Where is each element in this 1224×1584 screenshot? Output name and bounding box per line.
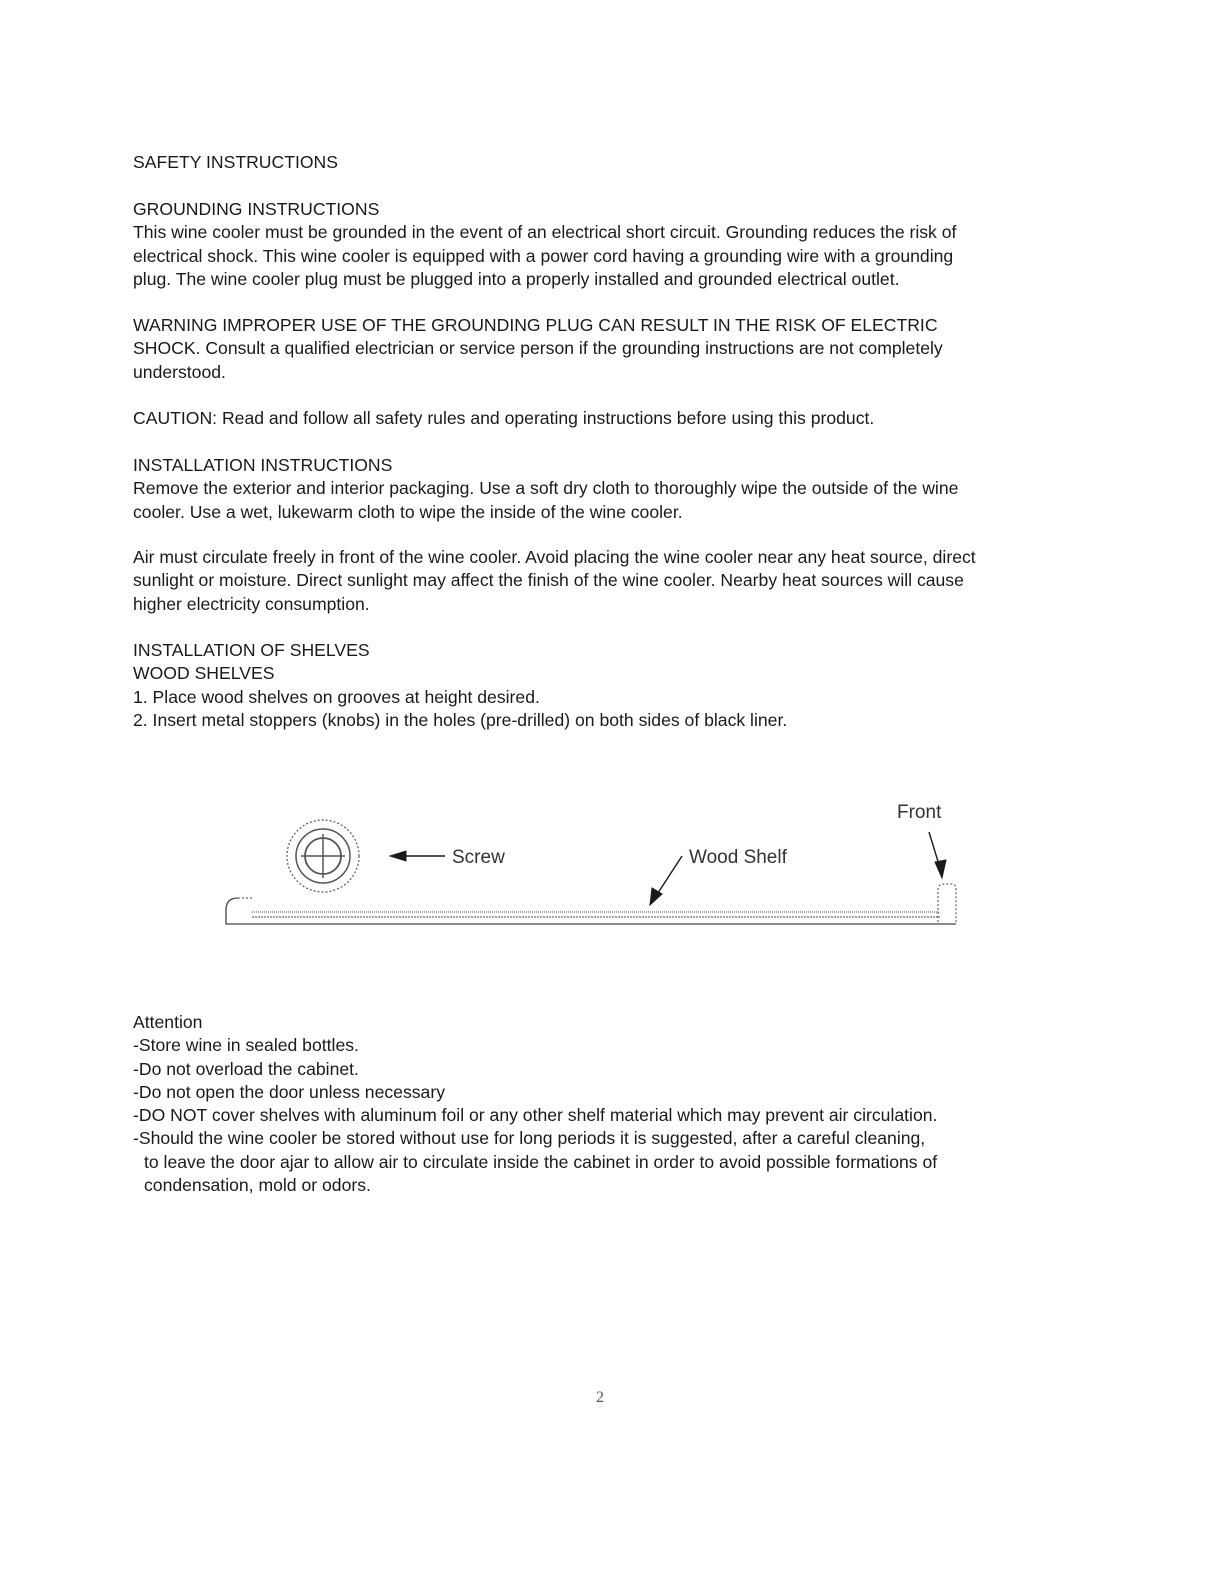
shelves-step: 1. Place wood shelves on grooves at height desired. — [133, 686, 540, 707]
shelves-step: 2. Insert metal stoppers (knobs) in the holes (pre-drilled) on both sides of black liner. — [133, 709, 788, 730]
caution-section — [133, 407, 1093, 430]
attention-item: -Store wine in sealed bottles. — [133, 1035, 359, 1056]
attention-section — [133, 1011, 1093, 1197]
screw-arrow — [390, 851, 445, 861]
screw-icon — [287, 820, 359, 892]
attention-item: -Should the wine cooler be stored without use for long periods it is suggested, after a careful cleaning, — [133, 1128, 926, 1149]
safety-section — [133, 151, 1093, 174]
shelves-section — [133, 639, 1093, 732]
shelves-title: INSTALLATION OF SHELVES — [133, 640, 370, 660]
warning-line: WARNING IMPROPER USE OF THE GROUNDING PLUG CAN RESULT IN THE RISK OF ELECTRIC — [133, 315, 938, 335]
attention-item: -DO NOT cover shelves with aluminum foil or any other shelf material which may prevent air circulation. — [133, 1105, 938, 1126]
air-section — [133, 546, 1093, 616]
wood-shelf-shape — [226, 884, 956, 924]
caution-text: CAUTION: Read and follow all safety rules and operating instructions before using this product. — [133, 408, 875, 428]
screw-label: Screw — [452, 847, 505, 868]
attention-title: Attention — [133, 1012, 203, 1032]
attention-item: -Do not open the door unless necessary — [133, 1081, 445, 1102]
grounding-line: plug. The wine cooler plug must be plugged into a properly installed and grounded electrical outlet. — [133, 268, 900, 289]
shelf-arrow — [650, 856, 682, 905]
installation-line: Remove the exterior and interior packaging. Use a soft dry cloth to thoroughly wipe the outside of the wine — [133, 478, 959, 499]
installation-line: cooler. Use a wet, lukewarm cloth to wipe the inside of the wine cooler. — [133, 501, 683, 522]
safety-title: SAFETY INSTRUCTIONS — [133, 152, 338, 172]
air-line: higher electricity consumption. — [133, 593, 370, 614]
installation-section — [133, 454, 1093, 524]
grounding-section — [133, 198, 1093, 291]
air-line: sunlight or moisture. Direct sunlight may affect the finish of the wine cooler. Nearby heat sources will cause — [133, 570, 964, 591]
warning-section — [133, 314, 1093, 384]
page-number: 2 — [596, 1389, 604, 1406]
front-label: Front — [897, 802, 942, 823]
grounding-line: This wine cooler must be grounded in the event of an electrical short circuit. Grounding reduces the risk of — [133, 222, 957, 243]
air-line: Air must circulate freely in front of the wine cooler. Avoid placing the wine cooler near any heat source, direct — [133, 547, 976, 567]
attention-continuation: to leave the door ajar to allow air to circulate inside the cabinet in order to avoid possible formations of — [144, 1151, 938, 1172]
attention-item: -Do not overload the cabinet. — [133, 1058, 359, 1079]
warning-line: SHOCK. Consult a qualified electrician or service person if the grounding instructions are not completely — [133, 338, 943, 359]
front-arrow — [929, 832, 946, 878]
grounding-title: GROUNDING INSTRUCTIONS — [133, 199, 380, 219]
grounding-line: electrical shock. This wine cooler is equipped with a power cord having a grounding wire with a grounding — [133, 245, 954, 266]
shelves-subtitle: WOOD SHELVES — [133, 663, 275, 684]
warning-line: understood. — [133, 361, 226, 382]
installation-title: INSTALLATION INSTRUCTIONS — [133, 455, 393, 475]
attention-continuation: condensation, mold or odors. — [144, 1175, 371, 1196]
shelf-label: Wood Shelf — [689, 847, 787, 868]
